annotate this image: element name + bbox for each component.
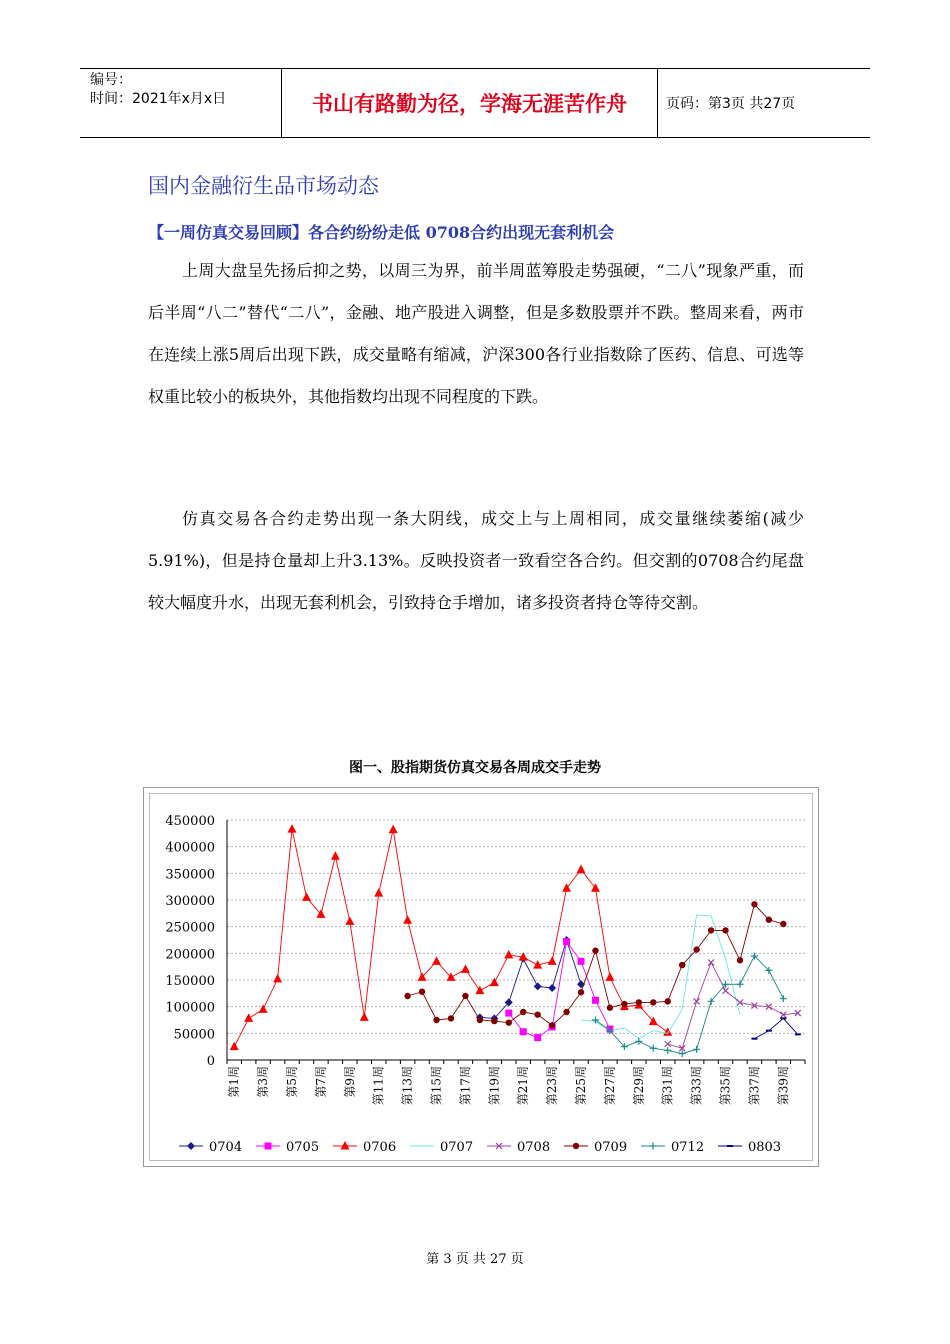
legend-label-0709: 0709 <box>594 1140 628 1155</box>
data-point-0705 <box>563 938 570 945</box>
y-tick-label: 450000 <box>165 814 215 829</box>
data-point-0705 <box>534 1034 541 1041</box>
x-tick-label: 第5周 <box>285 1066 300 1098</box>
code-label: 编号： <box>90 72 132 88</box>
x-tick-label: 第13周 <box>400 1066 415 1106</box>
data-point-0705 <box>592 997 599 1004</box>
x-tick-label: 第29周 <box>631 1066 646 1106</box>
section-title: 国内金融衍生品市场动态 <box>148 174 379 198</box>
x-tick-label: 第19周 <box>487 1066 502 1106</box>
x-tick-label: 第21周 <box>516 1066 531 1106</box>
header-page-info: 页码：第3页 共27页 <box>666 96 796 112</box>
x-tick-label: 第23周 <box>545 1066 560 1106</box>
data-point-0709 <box>419 989 425 995</box>
data-point-0709 <box>636 999 642 1005</box>
legend-label-0705: 0705 <box>286 1140 320 1155</box>
data-point-0705 <box>520 1028 527 1035</box>
legend-label-0712: 0712 <box>671 1140 705 1155</box>
y-tick-label: 300000 <box>165 894 215 909</box>
legend-label-0803: 0803 <box>748 1140 782 1155</box>
data-point-0709 <box>477 1017 483 1023</box>
data-point-0709 <box>766 917 772 923</box>
data-point-0705 <box>505 1010 512 1017</box>
chart-frame <box>144 788 819 1167</box>
header-left-cell <box>80 69 282 137</box>
y-tick-label: 0 <box>206 1054 215 1069</box>
data-point-0705 <box>578 958 585 965</box>
x-tick-label: 第11周 <box>371 1066 386 1106</box>
data-point-0709 <box>578 989 584 995</box>
data-point-0709 <box>448 1015 454 1021</box>
data-point-0709 <box>549 1022 555 1028</box>
x-tick-label: 第9周 <box>342 1066 357 1098</box>
data-point-0709 <box>751 901 757 907</box>
data-point-0709 <box>592 947 598 953</box>
y-tick-label: 150000 <box>165 974 215 989</box>
y-tick-label: 400000 <box>165 840 215 856</box>
data-point-0709 <box>679 962 685 968</box>
data-point-0709 <box>404 993 410 999</box>
paragraph-2: 仿真交易各合约走势出现一条大阴线，成交上与上周相同，成交量继续萎缩(减少5.91%)，但是持仓量却上升3.13%。反映投资者一致看空各合约。但交割的0708合约尾盘较大幅度升水，出现无套利机会，引致持仓手增加，诸多投资者持仓等待交割。 <box>148 509 804 612</box>
page-footer: 第 3 页 共 27 页 <box>426 1252 524 1267</box>
data-point-0709 <box>563 1009 569 1015</box>
data-point-0709 <box>607 1005 613 1011</box>
y-tick-label: 250000 <box>165 920 215 936</box>
data-point-0709 <box>650 999 656 1005</box>
legend-label-0704: 0704 <box>209 1140 243 1155</box>
x-tick-label: 第33周 <box>689 1066 704 1106</box>
data-point-0709 <box>737 957 743 963</box>
legend-label-0706: 0706 <box>363 1140 397 1155</box>
data-point-0709 <box>534 1011 540 1017</box>
y-tick-label: 50000 <box>173 1027 215 1043</box>
x-tick-label: 第31周 <box>660 1066 675 1106</box>
date-label: 时间：2021年x月x日 <box>90 91 227 107</box>
x-tick-label: 第27周 <box>602 1066 617 1106</box>
x-tick-label: 第37周 <box>747 1066 762 1106</box>
x-tick-label: 第7周 <box>313 1066 328 1098</box>
y-tick-label: 100000 <box>165 1000 215 1016</box>
legend-marker-0709 <box>573 1143 579 1149</box>
x-tick-label: 第1周 <box>227 1066 242 1098</box>
data-point-0709 <box>621 1001 627 1007</box>
data-point-0709 <box>780 921 786 927</box>
data-point-0709 <box>693 946 699 952</box>
legend-label-0707: 0707 <box>440 1140 474 1155</box>
y-tick-label: 200000 <box>165 947 215 963</box>
data-point-0709 <box>708 927 714 933</box>
data-point-0709 <box>520 1009 526 1015</box>
data-point-0709 <box>462 993 468 999</box>
x-tick-label: 第25周 <box>574 1066 589 1106</box>
header-motto: 书山有路勤为径，学海无涯苦作舟 <box>282 69 658 137</box>
figure-title: 图一、股指期货仿真交易各周成交手走势 <box>349 760 601 776</box>
legend-marker-0705 <box>265 1143 272 1150</box>
article-subtitle: 【一周仿真交易回顾】各合约纷纷走低 0708合约出现无套利机会 <box>148 223 615 242</box>
x-tick-label: 第15周 <box>429 1066 444 1106</box>
data-point-0709 <box>433 1017 439 1023</box>
data-point-0709 <box>665 998 671 1004</box>
data-point-0709 <box>506 1019 512 1025</box>
data-point-0709 <box>491 1018 497 1024</box>
x-tick-label: 第3周 <box>256 1066 271 1098</box>
paragraph-1: 上周大盘呈先扬后抑之势，以周三为界，前半周蓝筹股走势强硬，“二八”现象严重，而后半周“八二”替代“二八”，金融、地产股进入调整，但是多数股票并不跌。整周来看，两市在连续上涨5周后出现下跌，成交量略有缩减，沪深300各行业指数除了医药、信息、可选等权重比较小的板块外，其他指数均出现不同程度的下跌。 <box>148 261 804 406</box>
volume-chart <box>143 787 819 1167</box>
data-point-0709 <box>722 927 728 933</box>
x-tick-label: 第17周 <box>458 1066 473 1106</box>
x-tick-label: 第35周 <box>718 1066 733 1106</box>
chart-svg <box>143 787 819 1167</box>
page-header <box>80 68 870 138</box>
y-tick-label: 350000 <box>165 867 215 883</box>
x-tick-label: 第39周 <box>776 1066 791 1106</box>
legend-label-0708: 0708 <box>517 1140 551 1155</box>
